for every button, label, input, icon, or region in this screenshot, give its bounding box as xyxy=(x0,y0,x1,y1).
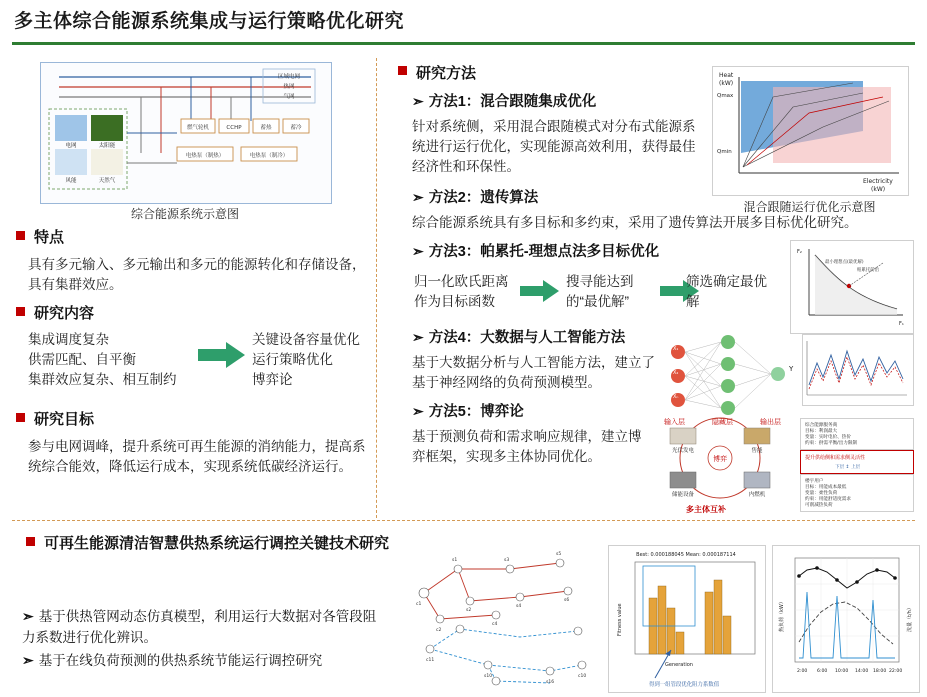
svg-text:电网: 电网 xyxy=(65,143,77,149)
svg-text:输入层: 输入层 xyxy=(664,418,685,426)
svg-text:X₂: X₂ xyxy=(673,370,679,376)
method-4-text: 基于大数据分析与人工智能方法，建立了基于神经网络的负荷预测模型。 xyxy=(412,355,655,390)
list-item: 集群效应复杂、相互制约 xyxy=(28,372,177,387)
bullet-square-icon xyxy=(26,537,35,546)
method-3-flow-1: 归一化欧氏距离作为目标函数 xyxy=(414,274,509,309)
svg-text:多主体互补: 多主体互补 xyxy=(686,505,726,514)
title-underline xyxy=(12,42,915,45)
svg-text:s5: s5 xyxy=(556,552,562,557)
bullet-square-icon xyxy=(16,231,25,240)
svg-text:F₂: F₂ xyxy=(797,249,802,255)
list-item: 集成调度复杂 xyxy=(28,332,109,347)
method-5-text: 基于预测负荷和需求响应规律，建立博弈框架，实现多主体协同优化。 xyxy=(412,429,642,464)
bottom-item-2: ➣ 基于在线负荷预测的供热系统节能运行调控研究 xyxy=(22,652,323,668)
bullet-square-icon xyxy=(398,66,407,75)
svg-text:X₁: X₁ xyxy=(673,346,679,352)
method-2-label: ➣ 方法2：遗传算法 xyxy=(412,189,539,206)
svg-text:太阳能: 太阳能 xyxy=(98,143,116,149)
pareto-figure xyxy=(790,240,914,334)
game-panel-user xyxy=(800,474,914,512)
hybrid-following-figure xyxy=(712,66,909,196)
list-item: 供需匹配、自平衡 xyxy=(28,352,136,367)
svg-text:约束：用能舒适度需求: 约束：用能舒适度需求 xyxy=(805,497,851,502)
svg-text:目标：利润最大: 目标：利润最大 xyxy=(805,429,838,434)
svg-text:最小理想点(最优解): 最小理想点(最优解) xyxy=(825,260,864,265)
method-1-label: ➣ 方法1：混合跟随集成优化 xyxy=(412,93,597,110)
green-arrow-icon xyxy=(520,280,560,302)
svg-text:售能: 售能 xyxy=(751,448,763,454)
content-right-list xyxy=(252,330,382,390)
bottom-item-1: ➣ 基于供热管网动态仿真模型，利用运行大数据对各管段阻力系数进行优化辨识。 xyxy=(22,608,377,645)
svg-text:目标：用能成本最低: 目标：用能成本最低 xyxy=(805,485,847,490)
list-item: 关键设备容量优化 xyxy=(252,332,360,347)
svg-text:Fitness value: Fitness value xyxy=(617,603,623,636)
horizontal-divider xyxy=(12,520,915,521)
svg-text:18:00: 18:00 xyxy=(873,669,887,674)
svg-text:F₁: F₁ xyxy=(899,321,904,327)
svg-text:约束：供需平衡/出力限制: 约束：供需平衡/出力限制 xyxy=(805,441,858,446)
ga-convergence-chart xyxy=(608,545,766,693)
method-1-text: 针对系统侧，采用混合跟随模式对分布式能源系统进行运行优化，实现能源高效利用，获得最佳经济性和环保性。 xyxy=(412,119,696,174)
method-3-flow-2: 搜寻能达到的“最优解” xyxy=(566,274,634,309)
svg-text:Qmin: Qmin xyxy=(717,149,732,155)
neural-network-figure xyxy=(660,330,800,426)
svg-text:变量：柔性负荷: 变量：柔性负荷 xyxy=(805,491,838,496)
svg-text:10:00: 10:00 xyxy=(835,669,849,674)
svg-text:22:00: 22:00 xyxy=(889,669,903,674)
svg-text:风能: 风能 xyxy=(65,178,77,184)
green-arrow-icon xyxy=(198,342,246,368)
svg-text:综合能源服务商: 综合能源服务商 xyxy=(805,423,838,428)
game-theory-figure xyxy=(646,414,796,514)
method-3-label: ➣ 方法3：帕累托-理想点法多目标优化 xyxy=(412,243,660,260)
section-goal xyxy=(16,408,372,477)
method-1 xyxy=(412,90,702,177)
svg-text:s2: s2 xyxy=(466,608,472,613)
svg-text:内燃机: 内燃机 xyxy=(748,492,766,498)
svg-text:楼宇用户: 楼宇用户 xyxy=(805,479,824,484)
svg-text:流量（t/h）: 流量（t/h） xyxy=(907,605,913,632)
svg-text:Qmax: Qmax xyxy=(717,93,734,99)
diagram-caption: 综合能源系统示意图 xyxy=(130,207,239,221)
research-methods-heading: 研究方法 xyxy=(398,62,476,83)
svg-text:s3: s3 xyxy=(504,558,510,563)
game-panel-provider xyxy=(800,418,914,450)
svg-text:热负荷（kW）: 热负荷（kW） xyxy=(779,599,785,632)
svg-text:区域电网: 区域电网 xyxy=(277,74,301,80)
svg-text:天然气: 天然气 xyxy=(98,178,116,184)
bullet-square-icon xyxy=(16,307,25,316)
section-features-heading: 特点 xyxy=(16,226,368,247)
svg-text:14:00: 14:00 xyxy=(855,669,869,674)
section-features xyxy=(16,226,368,295)
chevron-right-icon: ➣ xyxy=(412,189,424,205)
svg-text:c2: c2 xyxy=(436,628,442,633)
chevron-right-icon: ➣ xyxy=(412,403,424,419)
svg-text:s6: s6 xyxy=(564,598,570,603)
svg-text:s4: s4 xyxy=(516,604,522,609)
svg-text:6:00: 6:00 xyxy=(817,669,828,674)
section-goal-text: 参与电网调峰，提升系统可再生能源的消纳能力，提高系统综合能效，降低运行成本，实现系统低碳经济运行。 xyxy=(28,439,366,474)
method-2 xyxy=(412,186,902,233)
section-content xyxy=(16,302,376,323)
svg-text:s16: s16 xyxy=(546,680,555,685)
method-3-flow-3: 筛选确定最优解 xyxy=(686,274,767,309)
svg-text:c1: c1 xyxy=(416,602,422,607)
svg-text:(kW): (kW) xyxy=(719,80,734,87)
content-left-list xyxy=(28,330,193,390)
svg-text:Electricity: Electricity xyxy=(863,178,893,185)
svg-text:电热泵（制冷）: 电热泵（制冷） xyxy=(249,153,289,159)
chevron-right-icon: ➣ xyxy=(412,93,424,109)
svg-text:2:00: 2:00 xyxy=(797,669,808,674)
method-4-label: ➣ 方法4：大数据与人工智能方法 xyxy=(412,329,626,346)
method-3 xyxy=(412,240,742,261)
svg-text:可削减热负荷: 可削减热负荷 xyxy=(805,503,833,508)
svg-text:输出层: 输出层 xyxy=(760,418,781,426)
svg-text:Y: Y xyxy=(789,365,794,373)
svg-text:博弈: 博弈 xyxy=(713,455,727,463)
method-2-text: 综合能源系统具有多目标和多约束，采用了遗传算法开展多目标优化研究。 xyxy=(412,215,858,230)
svg-text:变量：实时电价、热价: 变量：实时电价、热价 xyxy=(805,435,851,440)
section-features-text: 具有多元输入、多元输出和多元的能源转化和存储设备，具有集群效应。 xyxy=(28,257,366,292)
section-goal-heading: 研究目标 xyxy=(16,408,372,429)
game-panel-flexibility xyxy=(800,450,914,474)
chevron-right-icon: ➣ xyxy=(412,243,424,259)
chevron-right-icon: ➣ xyxy=(22,652,34,668)
svg-text:c10: c10 xyxy=(578,674,587,679)
load-prediction-chart xyxy=(802,334,914,406)
svg-text:Xₙ: Xₙ xyxy=(673,394,679,400)
method-5 xyxy=(412,400,642,467)
list-item: 博弈论 xyxy=(252,372,293,387)
svg-text:CCHP: CCHP xyxy=(226,125,242,131)
section-content-heading: 研究内容 xyxy=(16,302,376,323)
svg-text:(kW): (kW) xyxy=(871,186,886,193)
heat-load-flow-chart xyxy=(772,545,920,693)
svg-text:得到一组管段优化阻力系数值: 得到一组管段优化阻力系数值 xyxy=(649,682,720,688)
svg-text:燃气轮机: 燃气轮机 xyxy=(186,125,210,131)
method-5-label: ➣ 方法5：博弈论 xyxy=(412,403,524,420)
svg-text:提升供给侧和需求侧灵活性: 提升供给侧和需求侧灵活性 xyxy=(805,455,866,461)
svg-text:帕累托前沿: 帕累托前沿 xyxy=(857,268,879,273)
chevron-right-icon: ➣ xyxy=(22,608,34,624)
svg-text:蓄热: 蓄热 xyxy=(260,125,272,131)
bullet-square-icon xyxy=(16,413,25,422)
vertical-divider xyxy=(376,58,377,518)
svg-text:Generation: Generation xyxy=(665,662,693,668)
svg-text:气网: 气网 xyxy=(283,94,295,100)
list-item: 运行策略优化 xyxy=(252,352,333,367)
svg-text:Heat: Heat xyxy=(719,72,734,79)
svg-text:Best: 0.000188045 Mean: 0.0001: Best: 0.000188045 Mean: 0.000187114 xyxy=(636,552,736,558)
bottom-heading: 可再生能源清洁智慧供热系统运行调控关键技术研究 xyxy=(26,532,389,553)
svg-text:隐藏层: 隐藏层 xyxy=(712,418,733,426)
svg-text:c11: c11 xyxy=(426,658,435,663)
svg-text:s10: s10 xyxy=(484,674,493,679)
figure1-caption: 混合跟随运行优化示意图 xyxy=(743,200,876,214)
svg-text:c4: c4 xyxy=(492,622,498,627)
svg-text:热网: 热网 xyxy=(283,84,295,90)
pipe-network-figure xyxy=(400,545,600,693)
svg-text:蓄冷: 蓄冷 xyxy=(290,125,302,131)
svg-text:s1: s1 xyxy=(452,558,458,563)
energy-system-diagram xyxy=(40,62,332,204)
chevron-right-icon: ➣ xyxy=(412,329,424,345)
svg-text:光伏发电: 光伏发电 xyxy=(671,448,695,454)
svg-text:下层 ↕ 上层: 下层 ↕ 上层 xyxy=(835,465,861,470)
svg-text:电热泵（制热）: 电热泵（制热） xyxy=(185,153,225,159)
method-4 xyxy=(412,326,662,393)
page-title: 多主体综合能源系统集成与运行策略优化研究 xyxy=(14,11,405,32)
svg-text:储能设备: 储能设备 xyxy=(671,492,695,498)
